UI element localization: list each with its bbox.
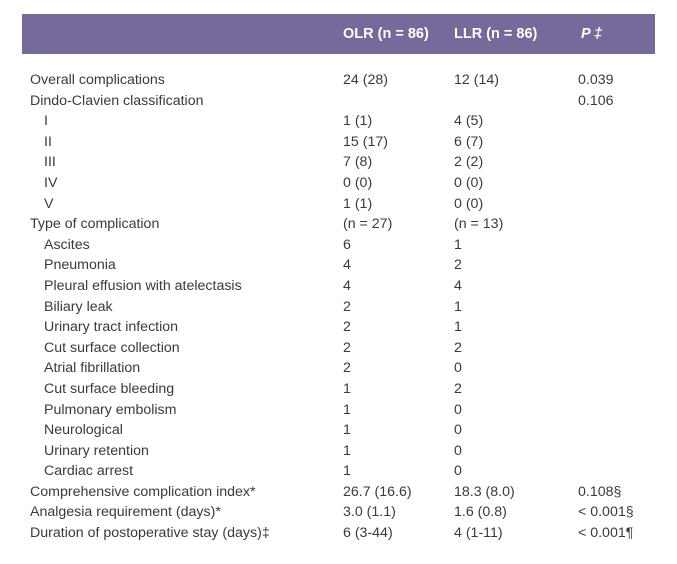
- row-olr-value: 7 (8): [343, 154, 373, 171]
- table-row: [22, 255, 655, 276]
- row-olr-value: 1 (1): [343, 113, 373, 130]
- row-olr-value: 1: [343, 380, 351, 397]
- row-llr-value: 4 (1-11): [454, 525, 503, 542]
- row-llr-value: 0: [454, 442, 462, 459]
- row-label: Urinary retention: [44, 442, 149, 459]
- row-llr-value: (n = 13): [454, 216, 504, 233]
- row-llr-value: 2: [454, 257, 462, 274]
- row-olr-value: 6: [343, 236, 351, 253]
- row-llr-value: 4: [454, 277, 462, 294]
- row-p-value: 0.039: [578, 72, 614, 88]
- row-olr-value: 1: [343, 401, 351, 418]
- table-row: [22, 400, 655, 421]
- row-olr-value: 15 (17): [343, 133, 388, 150]
- row-p-value: < 0.001§: [578, 504, 634, 521]
- row-label: III: [44, 154, 56, 171]
- row-llr-value: 1: [454, 236, 462, 253]
- table-row: [22, 297, 655, 318]
- table-row: [22, 420, 655, 441]
- table-row: [22, 152, 655, 173]
- row-llr-value: 1: [454, 298, 462, 315]
- table-row: [22, 358, 655, 379]
- row-label: Pneumonia: [44, 257, 116, 274]
- row-label: IV: [44, 174, 58, 191]
- complications-table: [22, 14, 655, 544]
- row-label: Cut surface collection: [44, 339, 180, 356]
- table-row: [22, 482, 655, 503]
- row-llr-value: 4 (5): [454, 113, 484, 130]
- table-row: [22, 194, 655, 215]
- table-row: [22, 441, 655, 462]
- row-label: Duration of postoperative stay (days)‡: [30, 525, 270, 542]
- row-olr-value: 2: [343, 339, 351, 356]
- table-row: [22, 91, 655, 112]
- header-olr: OLR (n = 86): [343, 26, 429, 42]
- table-row: [22, 111, 655, 132]
- row-llr-value: 6 (7): [454, 133, 484, 150]
- row-label: Pulmonary embolism: [44, 401, 177, 418]
- row-label: I: [44, 113, 48, 130]
- table-row: [22, 317, 655, 338]
- row-olr-value: 3.0 (1.1): [343, 504, 396, 521]
- row-label: Cut surface bleeding: [44, 380, 175, 397]
- table-row: [22, 461, 655, 482]
- row-llr-value: 2: [454, 339, 462, 356]
- row-p-value: 0.106: [578, 92, 614, 109]
- row-llr-value: 2: [454, 380, 462, 397]
- row-label: Urinary tract infection: [44, 319, 179, 336]
- row-llr-value: 1: [454, 319, 462, 336]
- table-header: [22, 14, 655, 54]
- row-label: Overall complications: [30, 72, 165, 88]
- table-row: [22, 214, 655, 235]
- row-label: Neurological: [44, 422, 123, 439]
- row-olr-value: 6 (3-44): [343, 525, 393, 542]
- row-olr-value: 0 (0): [343, 174, 373, 191]
- row-llr-value: 0 (0): [454, 195, 484, 212]
- row-p-value: 0.108§: [578, 483, 622, 500]
- row-llr-value: 0 (0): [454, 174, 484, 191]
- row-llr-value: 0: [454, 401, 462, 418]
- table-row: [22, 235, 655, 256]
- row-llr-value: 0: [454, 463, 462, 480]
- row-llr-value: 12 (14): [454, 72, 499, 88]
- row-llr-value: 1.6 (0.8): [454, 504, 507, 521]
- table-row: [22, 502, 655, 523]
- row-olr-value: 4: [343, 257, 351, 274]
- row-olr-value: 24 (28): [343, 72, 388, 88]
- table-row: [22, 132, 655, 153]
- row-label: Biliary leak: [44, 298, 113, 315]
- table-row: [22, 173, 655, 194]
- row-olr-value: (n = 27): [343, 216, 393, 233]
- row-label: Type of complication: [30, 216, 160, 233]
- row-olr-value: 1: [343, 463, 351, 480]
- row-label: Atrial fibrillation: [44, 360, 141, 377]
- header-p-value: P ‡: [581, 26, 603, 42]
- row-label: V: [44, 195, 54, 212]
- row-label: Ascites: [44, 236, 90, 253]
- table-row: [22, 523, 655, 544]
- table-row: [22, 338, 655, 359]
- table-body: [22, 54, 655, 544]
- table-row: [22, 276, 655, 297]
- row-p-value: < 0.001¶: [578, 525, 634, 542]
- row-olr-value: 2: [343, 360, 351, 377]
- row-olr-value: 4: [343, 277, 351, 294]
- row-olr-value: 1: [343, 442, 351, 459]
- row-olr-value: 26.7 (16.6): [343, 483, 412, 500]
- row-olr-value: 1 (1): [343, 195, 373, 212]
- table-row: [22, 70, 655, 91]
- row-olr-value: 2: [343, 298, 351, 315]
- row-olr-value: 1: [343, 422, 351, 439]
- row-label: Cardiac arrest: [44, 463, 134, 480]
- row-label: II: [44, 133, 52, 150]
- row-olr-value: 2: [343, 319, 351, 336]
- row-label: Pleural effusion with atelectasis: [44, 277, 242, 294]
- row-llr-value: 18.3 (8.0): [454, 483, 515, 500]
- row-llr-value: 0: [454, 422, 462, 439]
- row-label: Comprehensive complication index*: [30, 483, 256, 500]
- table-row: [22, 379, 655, 400]
- row-llr-value: 2 (2): [454, 154, 484, 171]
- header-llr: LLR (n = 86): [454, 26, 538, 42]
- row-llr-value: 0: [454, 360, 462, 377]
- row-label: Analgesia requirement (days)*: [30, 504, 221, 521]
- row-label: Dindo-Clavien classification: [30, 92, 204, 109]
